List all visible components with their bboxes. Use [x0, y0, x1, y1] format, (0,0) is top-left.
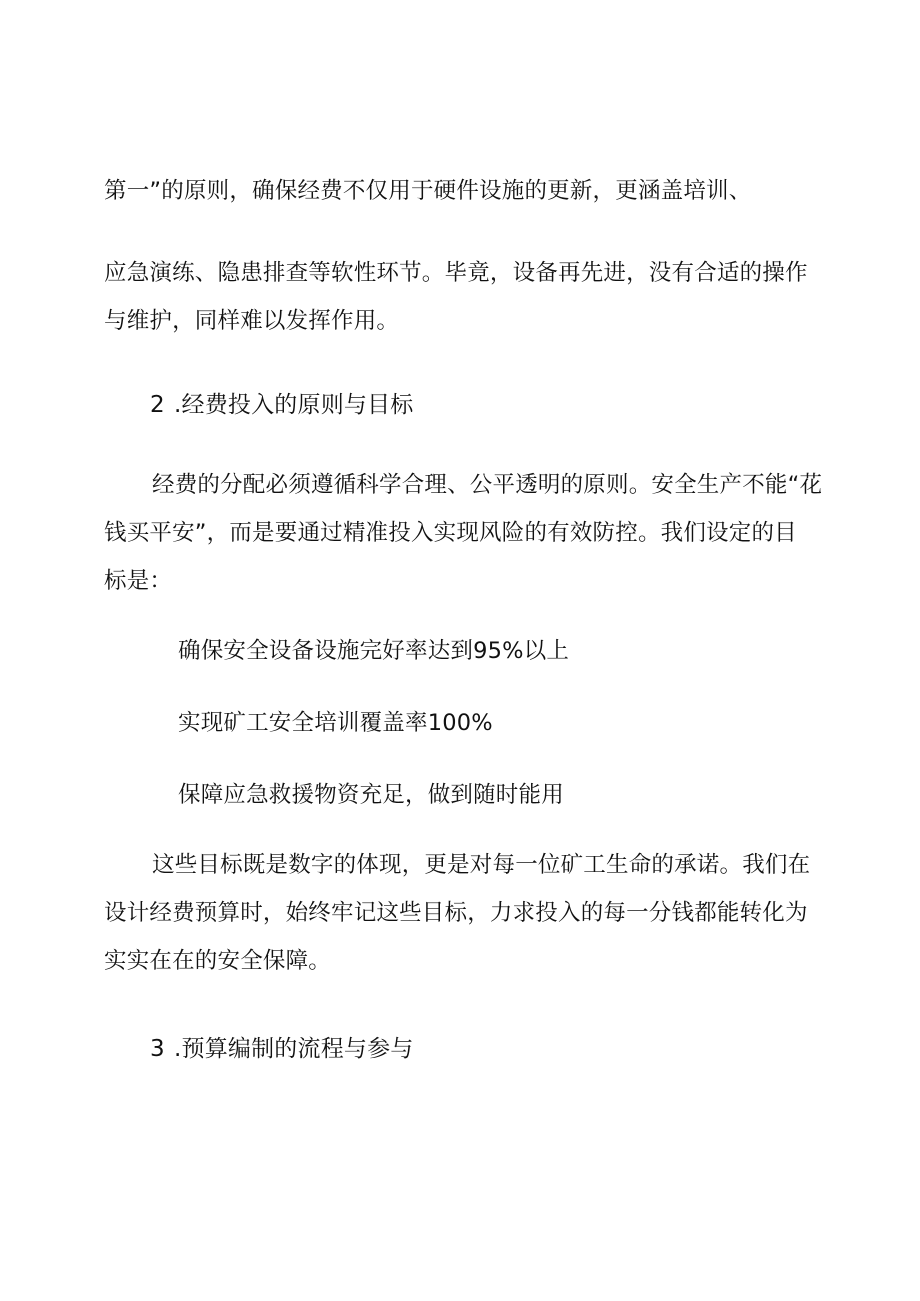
section-2-number: 2 — [150, 392, 165, 418]
paragraph-2-line-1: 经费的分配必须遵循科学合理、公平透明的原则。安全生产不能“花 — [152, 472, 823, 498]
goal-item: 实现矿工安全培训覆盖率100% — [178, 710, 493, 736]
paragraph-3-line-1: 这些目标既是数字的体现，更是对每一位矿工生命的承诺。我们在 — [152, 852, 811, 878]
paragraph-3-line-2: 设计经费预算时，始终牢记这些目标，力求投入的每一分钱都能转化为 — [104, 900, 808, 926]
paragraph-2-line-3: 标是： — [104, 568, 173, 594]
section-2-title: .经费投入的原则与目标 — [174, 392, 414, 418]
paragraph-1-line-3: 与维护，同样难以发挥作用。 — [104, 308, 400, 334]
paragraph-2-line-2: 钱买平安”，而是要通过精准投入实现风险的有效防控。我们设定的目 — [104, 520, 797, 546]
section-2-heading — [150, 390, 414, 420]
paragraph-3-line-3: 实实在在的安全保障。 — [104, 948, 332, 974]
paragraph-1-line-2: 应急演练、隐患排查等软性环节。毕竟，设备再先进，没有合适的操作 — [104, 260, 808, 286]
goal-item: 保障应急救援物资充足，做到随时能用 — [178, 782, 564, 808]
paragraph-1-line-1: 第一”的原则，确保经费不仅用于硬件设施的更新，更涵盖培训、 — [104, 178, 752, 204]
goal-item: 确保安全设备设施完好率达到95%以上 — [178, 638, 570, 664]
section-3-title: .预算编制的流程与参与 — [174, 1036, 414, 1062]
section-3-heading — [150, 1034, 414, 1064]
section-3-number: 3 — [150, 1036, 165, 1062]
